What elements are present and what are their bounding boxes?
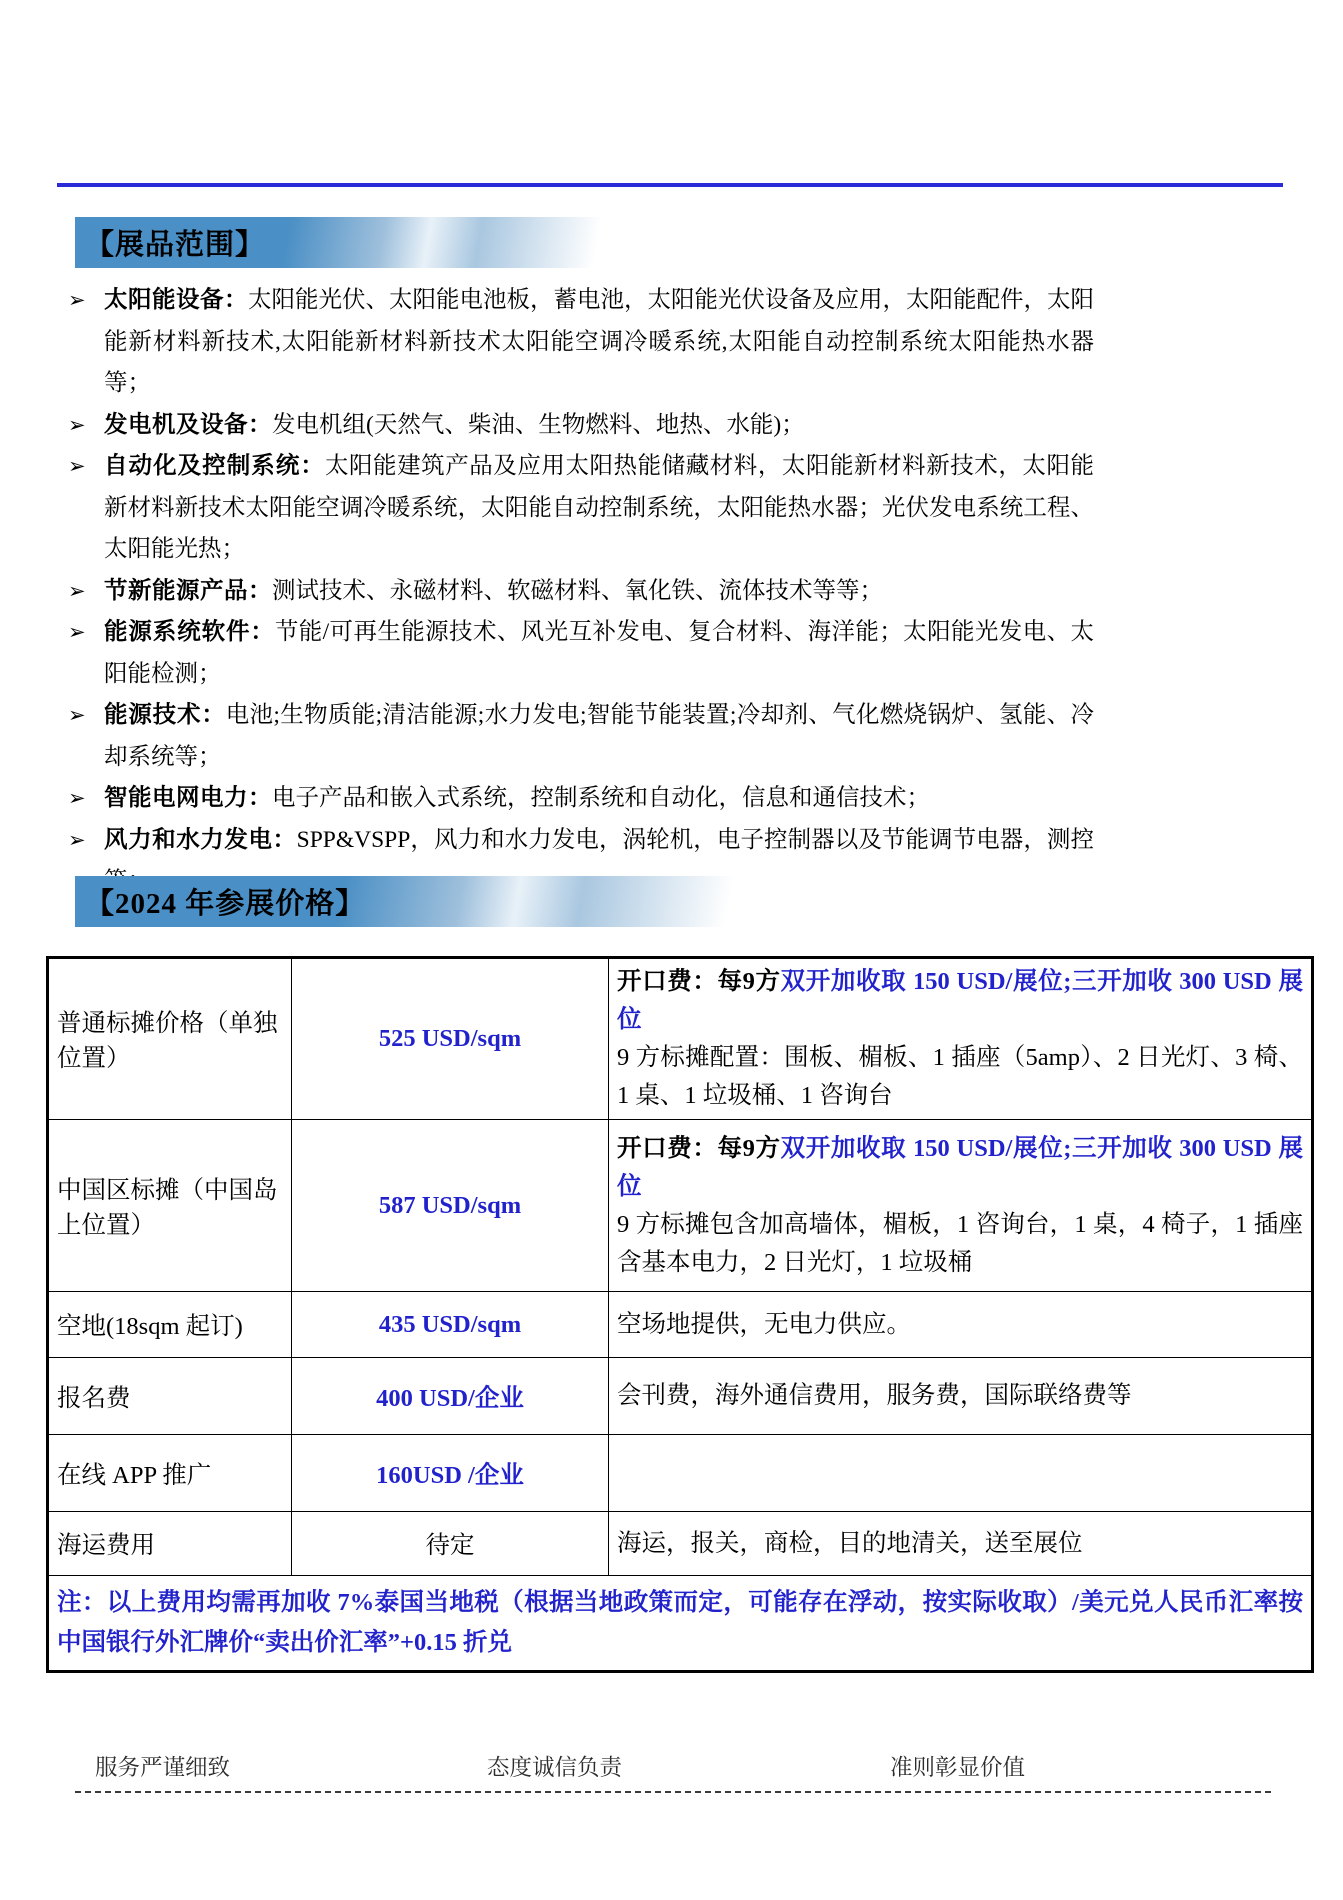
arrow-bullet-icon: ➢ (68, 288, 86, 312)
table-row (48, 1292, 1313, 1358)
item-label: 智能电网电力： (104, 785, 272, 811)
table-row (48, 1358, 1313, 1435)
footer-slogan-right: 准则彰显价值 (890, 1755, 1026, 1780)
item-text: 太阳能建筑产品及应用太阳热能储藏材料，太阳能新材料新技术，太阳能新材料新技术太阳能空调冷暖系统，太阳能自动控制系统，太阳能热水器；光伏发电系统工程、太阳能光热； (104, 453, 1095, 562)
section-header-exhibit-scope (75, 217, 633, 268)
footer-slogan-left: 服务严谨细致 (95, 1755, 231, 1780)
desc-plain: 会刊费，海外通信费用，服务费，国际联络费等 (617, 1382, 1132, 1409)
top-blue-rule (57, 183, 1283, 187)
cell-price: 400 USD/企业 (292, 1358, 609, 1435)
arrow-bullet-icon: ➢ (68, 578, 86, 603)
cell-item: 普通标摊价格（单独位置） (48, 958, 292, 1120)
price-table (46, 956, 1314, 1673)
item-label: 太阳能设备： (104, 287, 248, 313)
list-item (68, 446, 1094, 571)
desc-prefix: 开口费：每9方 (617, 968, 781, 995)
cell-desc (609, 1358, 1313, 1435)
arrow-bullet-icon: ➢ (68, 786, 86, 810)
arrow-bullet-icon: ➢ (68, 454, 86, 478)
arrow-bullet-icon: ➢ (68, 412, 86, 437)
table-row (48, 958, 1313, 1120)
cell-item: 中国区标摊（中国岛上位置） (48, 1120, 292, 1292)
desc-plain: 空场地提供，无电力供应。 (617, 1310, 911, 1338)
arrow-bullet-icon: ➢ (68, 620, 86, 644)
section-header-price-2024 (75, 876, 775, 927)
cell-price: 435 USD/sqm (292, 1292, 609, 1358)
cell-price: 待定 (292, 1512, 609, 1576)
list-item (68, 571, 1094, 613)
table-row (48, 1120, 1313, 1292)
cell-price: 587 USD/sqm (292, 1120, 609, 1292)
desc-plain: 海运，报关，商检，目的地清关，送至展位 (617, 1529, 1083, 1557)
item-text: 发电机组(天然气、柴油、生物燃料、地热、水能)； (272, 411, 805, 438)
desc-highlight: 双开加收取 150 USD/展位;三开加收 300 USD 展位 (617, 1134, 1303, 1200)
item-label: 自动化及控制系统： (104, 453, 325, 479)
desc-rest: 9 方标摊配置：围板、楣板、1 插座（5amp）、2 日光灯、3 椅、1 桌、1 垃圾桶、1 咨询台 (617, 1044, 1303, 1109)
table-row (48, 1512, 1313, 1576)
table-row (48, 1435, 1313, 1512)
cell-price: 160USD /企业 (292, 1435, 609, 1512)
list-item (68, 405, 1094, 447)
cell-price: 525 USD/sqm (292, 958, 609, 1120)
footer-dashed-rule (75, 1791, 1271, 1793)
list-item (68, 695, 1094, 778)
item-text: SPP&VSPP，风力和水力发电，涡轮机，电子控制器以及节能调节电器，测控 (296, 826, 1095, 853)
cell-desc (609, 1120, 1313, 1292)
item-label: 发电机及设备： (104, 411, 272, 438)
item-text: 电池;生物质能;清洁能源;水力发电;智能节能装置;冷却剂、气化燃烧锅炉、氢能、冷却系统等； (104, 702, 1094, 770)
cell-item: 在线 APP 推广 (48, 1435, 292, 1512)
item-text: 节能/可再生能源技术、风光互补发电、复合材料、海洋能；太阳能光发电、太阳能检测； (104, 619, 1094, 687)
arrow-bullet-icon: ➢ (68, 703, 86, 727)
item-text: 太阳能光伏、太阳能电池板，蓄电池，太阳能光伏设备及应用，太阳能配件，太阳能新材料新技术,太阳能新材料新技术太阳能空调冷暖系统,太阳能自动控制系统太阳能热水器等； (104, 287, 1094, 396)
table-note: 注：以上费用均需再加收 7%泰国当地税（根据当地政策而定，可能存在浮动，按实际收取）/美元兑人民币汇率按中国银行外汇牌价“卖出价汇率”+0.15 折兑 (48, 1576, 1313, 1672)
item-text: 测试技术、永磁材料、软磁材料、氧化铁、流体技术等等； (272, 577, 883, 604)
cell-desc (609, 958, 1313, 1120)
cell-item: 报名费 (48, 1358, 292, 1435)
item-label: 风力和水力发电： (104, 826, 297, 853)
exhibit-scope-list (68, 280, 1094, 903)
cell-item: 海运费用 (48, 1512, 292, 1576)
list-item (68, 612, 1094, 695)
table-note-row (48, 1576, 1313, 1672)
item-text: 电子产品和嵌入式系统，控制系统和自动化，信息和通信技术； (272, 785, 930, 811)
arrow-bullet-icon: ➢ (68, 827, 86, 852)
item-label: 节新能源产品： (104, 577, 272, 604)
item-label: 能源系统软件： (104, 619, 275, 645)
footer-slogan-center: 态度诚信负责 (487, 1755, 623, 1780)
list-item (68, 280, 1094, 405)
cell-desc (609, 1512, 1313, 1576)
desc-highlight: 双开加收取 150 USD/展位;三开加收 300 USD 展位 (617, 968, 1303, 1033)
cell-desc (609, 1435, 1313, 1512)
section-title: 【2024 年参展价格】 (85, 888, 366, 920)
cell-item: 空地(18sqm 起订) (48, 1292, 292, 1358)
section-title: 【展品范围】 (85, 229, 266, 261)
desc-rest: 9 方标摊包含加高墙体，楣板，1 咨询台，1 桌，4 椅子，1 插座含基本电力，2 日光灯，1 垃圾桶 (617, 1210, 1303, 1276)
cell-desc (609, 1292, 1313, 1358)
item-label: 能源技术： (104, 702, 226, 728)
list-item (68, 778, 1094, 820)
desc-prefix: 开口费：每9方 (617, 1134, 781, 1162)
